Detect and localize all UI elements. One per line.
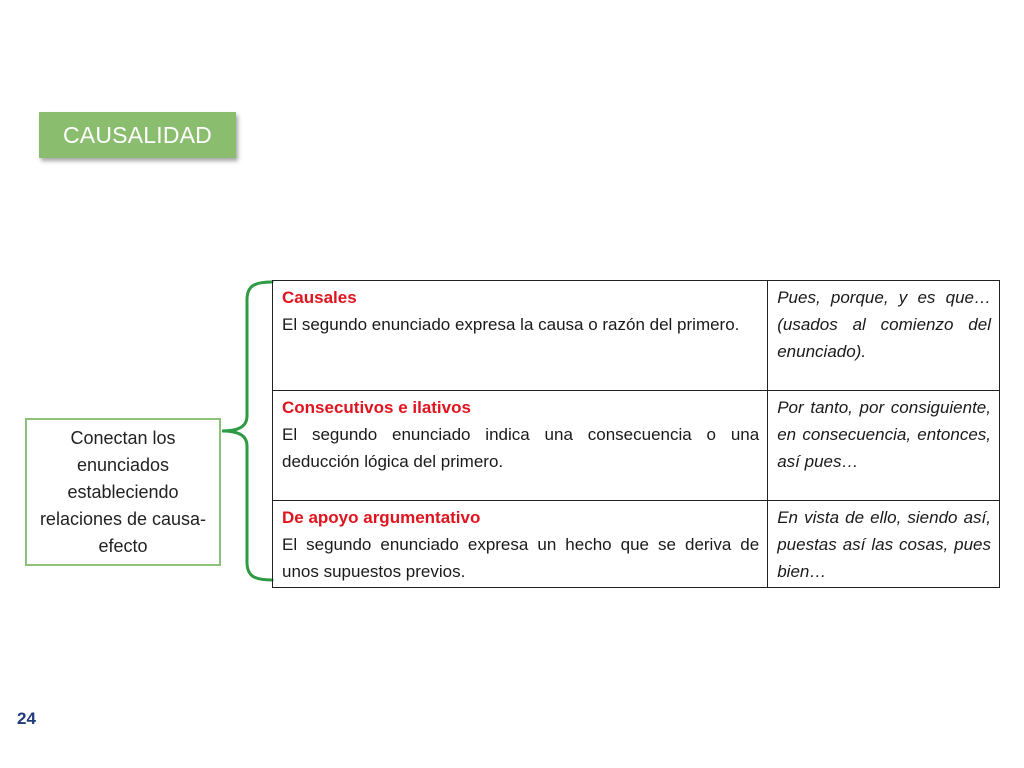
table-row: [273, 281, 1000, 391]
category-name: De apoyo argumentativo: [282, 508, 481, 527]
examples-cell: En vista de ello, siendo así, puestas así las cosas, pues bien…: [768, 501, 1000, 588]
connectors-table: [272, 280, 1000, 588]
category-cell: [273, 281, 768, 391]
page-number: 24: [17, 709, 36, 728]
slide-title: CAUSALIDAD: [39, 112, 236, 158]
category-cell: [273, 501, 768, 588]
examples-cell: Por tanto, por consiguiente, en consecuencia, entonces, así pues…: [768, 391, 1000, 501]
curly-brace: [220, 280, 276, 584]
table-row: [273, 501, 1000, 588]
category-cell: [273, 391, 768, 501]
examples-cell: Pues, porque, y es que… (usados al comienzo del enunciado).: [768, 281, 1000, 391]
category-description: El segundo enunciado indica una consecuencia o una deducción lógica del primero.: [282, 425, 760, 471]
category-description: El segundo enunciado expresa la causa o razón del primero.: [282, 315, 740, 334]
description-box: [25, 418, 221, 566]
category-description: El segundo enunciado expresa un hecho que se deriva de unos supuestos previos.: [282, 535, 760, 581]
description-text: Conectan los enunciados estableciendo relaciones de causa-efecto: [39, 427, 207, 556]
table-row: [273, 391, 1000, 501]
category-name: Consecutivos e ilativos: [282, 398, 471, 417]
category-name: Causales: [282, 288, 357, 307]
